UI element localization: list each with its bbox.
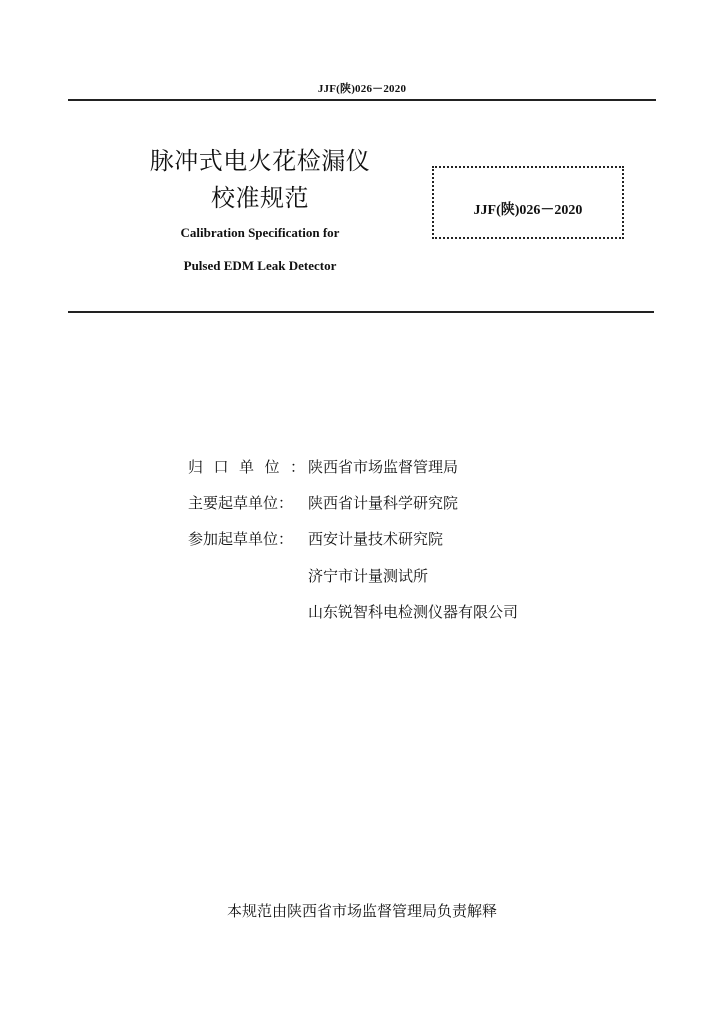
participating-drafter-label: 参加起草单位： [188, 530, 294, 548]
main-drafter-row [188, 492, 458, 513]
top-rule [68, 99, 656, 101]
interpretation-note: 本规范由陕西省市场监督管理局负责解释 [226, 902, 497, 920]
main-drafter-value: 陕西省计量科学研究院 [308, 494, 459, 512]
title-english-line2: Pulsed EDM Leak Detector [183, 258, 337, 273]
title-chinese-line1: 脉冲式电火花检漏仪 [149, 147, 371, 175]
responsible-unit-label: 归口单位： [188, 458, 316, 476]
participating-drafter-row-2 [188, 565, 428, 586]
header-document-code: JJF(陕)026－2020 [317, 83, 407, 95]
participating-drafter-row-3 [188, 601, 518, 622]
bottom-rule [68, 311, 654, 313]
participating-drafter-value-2: 济宁市计量测试所 [308, 567, 429, 585]
participating-drafter-row [188, 528, 443, 549]
document-code-box [432, 166, 624, 239]
participating-drafter-value-3: 山东锐智科电检测仪器有限公司 [308, 603, 519, 621]
participating-drafter-value-1: 西安计量技术研究院 [308, 530, 444, 548]
main-drafter-label: 主要起草单位： [188, 494, 294, 512]
responsible-unit-value: 陕西省市场监督管理局 [308, 458, 459, 476]
responsible-unit-row [188, 456, 458, 477]
title-chinese-line2: 校准规范 [211, 184, 309, 212]
code-box-text: JJF(陕)026－2020 [473, 203, 583, 218]
title-english-line1: Calibration Specification for [180, 225, 340, 240]
